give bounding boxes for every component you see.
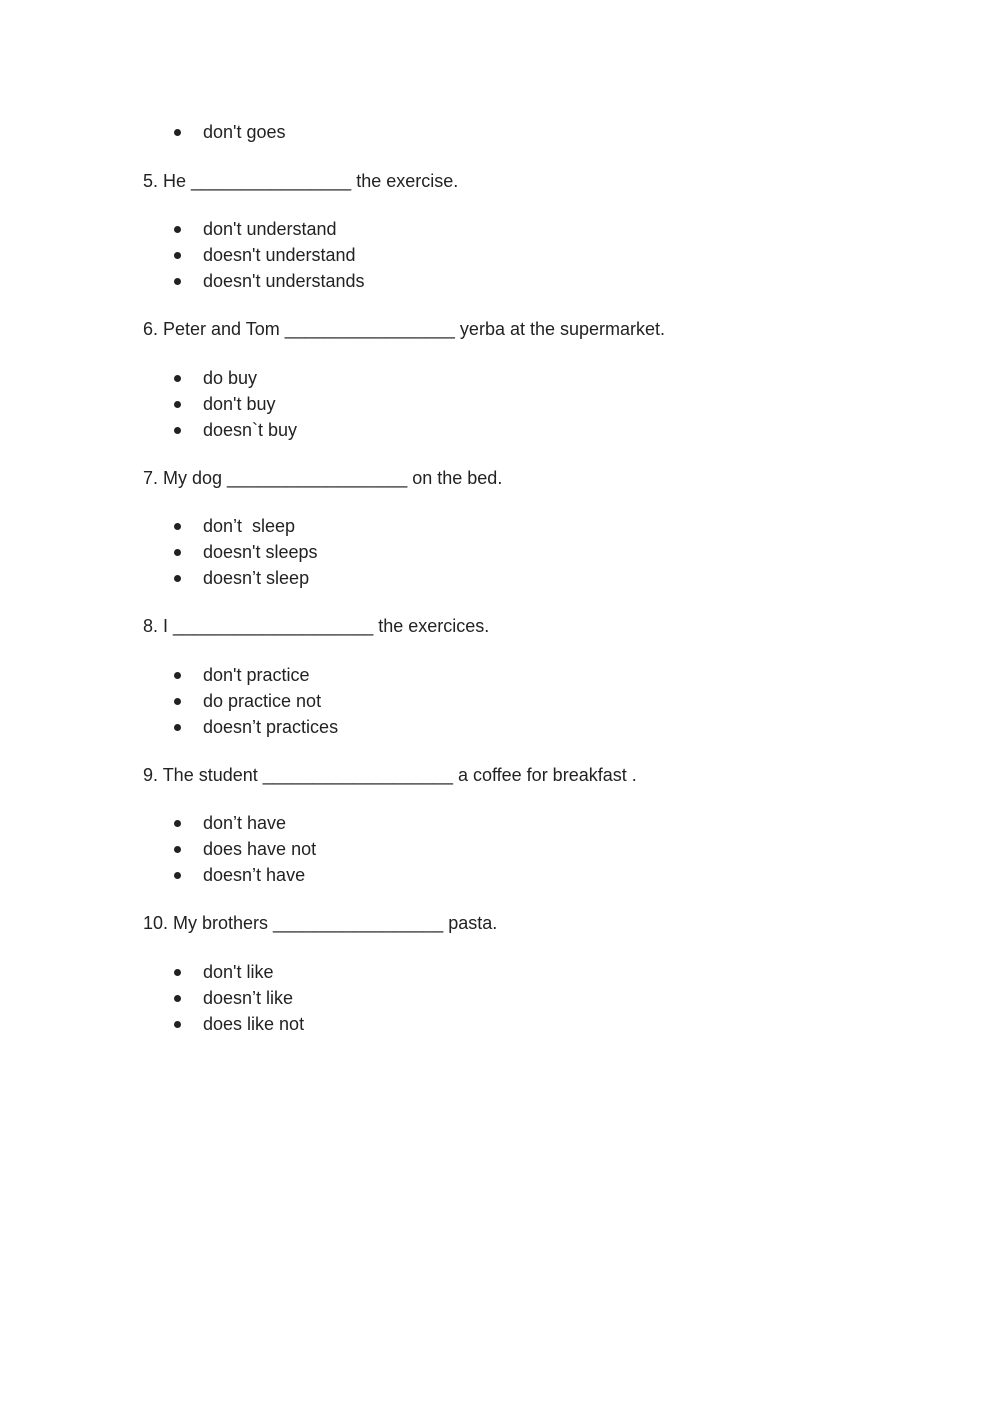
- question-8-prompt: 8. I ____________________ the exercices.: [143, 616, 490, 636]
- option-item[interactable]: do practice not: [203, 691, 322, 711]
- option-item[interactable]: don't buy: [203, 394, 276, 414]
- bullet-icon: [174, 846, 181, 853]
- bullet-icon: [174, 872, 181, 879]
- bullet-icon: [174, 995, 181, 1002]
- bullet-icon: [174, 129, 181, 136]
- option-item[interactable]: don't like: [203, 962, 274, 982]
- option-item[interactable]: doesn’t practices: [203, 717, 339, 737]
- question-6-prompt: 6. Peter and Tom _________________ yerba at the supermarket.: [143, 319, 666, 339]
- question-7-prompt: 7. My dog __________________ on the bed.: [143, 468, 503, 488]
- bullet-icon: [174, 375, 181, 382]
- option-item[interactable]: don't understand: [203, 219, 337, 239]
- option-item[interactable]: don’t sleep: [203, 516, 296, 536]
- option-item[interactable]: don't practice: [203, 665, 310, 685]
- bullet-icon: [174, 1021, 181, 1028]
- question-5-prompt: 5. He ________________ the exercise.: [143, 171, 459, 191]
- option-item[interactable]: doesn’t like: [203, 988, 294, 1008]
- option-item[interactable]: doesn’t sleep: [203, 568, 310, 588]
- question-10-prompt: 10. My brothers _________________ pasta.: [143, 913, 498, 933]
- option-item[interactable]: doesn't understand: [203, 245, 356, 265]
- bullet-icon: [174, 226, 181, 233]
- bullet-icon: [174, 575, 181, 582]
- bullet-icon: [174, 724, 181, 731]
- bullet-icon: [174, 820, 181, 827]
- option-item[interactable]: don't goes: [203, 122, 286, 142]
- option-item[interactable]: doesn't sleeps: [203, 542, 318, 562]
- bullet-icon: [174, 549, 181, 556]
- bullet-icon: [174, 698, 181, 705]
- option-item[interactable]: doesn’t have: [203, 865, 306, 885]
- bullet-icon: [174, 278, 181, 285]
- option-item[interactable]: doesn't understands: [203, 271, 365, 291]
- option-item[interactable]: does like not: [203, 1014, 305, 1034]
- option-item[interactable]: does have not: [203, 839, 317, 859]
- option-item[interactable]: don’t have: [203, 813, 287, 833]
- bullet-icon: [174, 427, 181, 434]
- bullet-icon: [174, 523, 181, 530]
- bullet-icon: [174, 252, 181, 259]
- option-item[interactable]: doesn`t buy: [203, 420, 298, 440]
- question-9-prompt: 9. The student ___________________ a coffee for breakfast .: [143, 765, 637, 785]
- bullet-icon: [174, 672, 181, 679]
- bullet-icon: [174, 401, 181, 408]
- bullet-icon: [174, 969, 181, 976]
- option-item[interactable]: do buy: [203, 368, 258, 388]
